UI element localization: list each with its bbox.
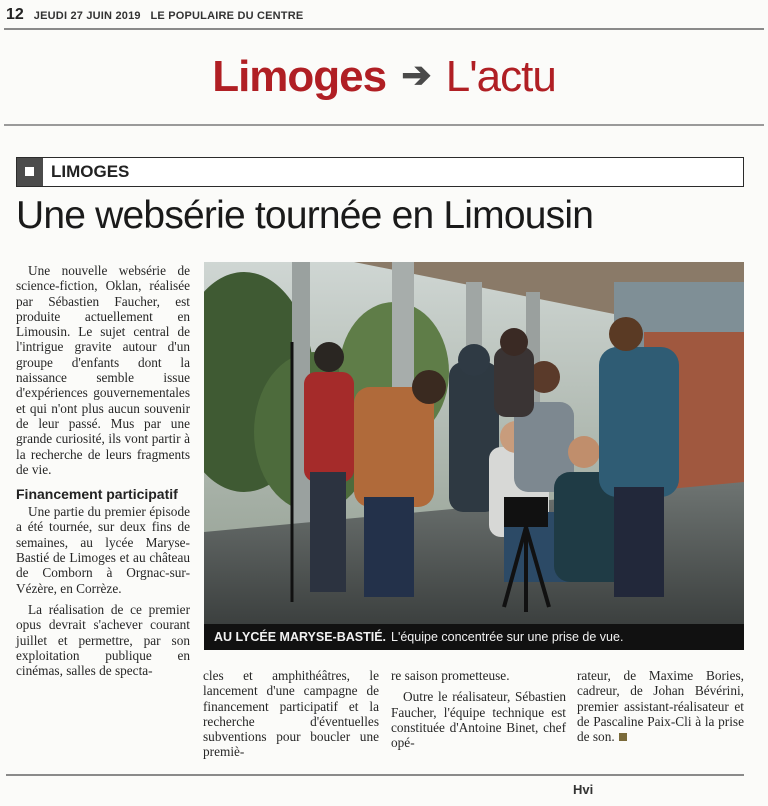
section-title-city: Limoges xyxy=(212,52,387,101)
issue-date-publication: JEUDI 27 JUIN 2019 LE POPULAIRE DU CENTRE xyxy=(33,10,304,22)
paragraph-col4: rateur, de Maxime Bories, cadreur, de Johan Bévérini, premier assistant-réalisateur et de Pascaline Paix-Cli à la prise de son. xyxy=(577,668,744,745)
arrow-right-icon: ➔ xyxy=(401,54,431,95)
bottom-rule xyxy=(6,774,744,776)
kicker-box xyxy=(16,157,744,187)
paragraph-col4-wrap xyxy=(577,668,744,744)
kicker-label: LIMOGES xyxy=(51,162,130,181)
paragraph-col3-b: Outre le réalisateur, Sébastien Faucher, l'équipe technique est constituée d'Antoine Binet, chef opé- xyxy=(391,689,566,751)
section-title xyxy=(0,52,768,102)
paragraph-3: La réalisation de ce premier opus devrait s'achever courant juillet et permettre, par son exploitation publique en cinémas, salles de specta- xyxy=(16,601,190,679)
subhead: Financement participatif xyxy=(16,486,178,503)
column-3 xyxy=(391,668,566,750)
paragraph-col3-a: re saison prometteuse. xyxy=(391,668,510,683)
column-4 xyxy=(577,668,744,744)
paragraph-2: Une partie du premier épisode a été tournée, sur deux fins de semaines, au lycée Maryse-Bastié de Limoges et au château de Comborn à Orgnac-sur-Vézère, en Corrèze. xyxy=(16,504,190,596)
end-mark-icon xyxy=(619,733,627,741)
photo-caption xyxy=(204,624,744,650)
article-photo xyxy=(204,262,744,624)
section-title-label: L'actu xyxy=(445,52,556,101)
caption-text: L'équipe concentrée sur une prise de vue. xyxy=(391,630,624,644)
section-rule xyxy=(4,124,764,126)
paragraph-intro: Une nouvelle websérie de science-fiction, Oklan, réalisée par Sébastien Faucher, est produite actuellement en Limousin. Le sujet central de l'intrigue gravite autour d'un groupe d'enfants dont la naissance semble issue d'expériences gouvernementales et qui n'ont plus aucun souvenir de leur passé. Mus par une grande curiosité, ils vont partir à la recherche de leurs fragments de vie. xyxy=(16,263,190,477)
folio xyxy=(6,6,762,26)
column-1 xyxy=(16,263,190,678)
author-signature: Hvi xyxy=(573,782,594,797)
paragraph-col2: cles et amphithéâtres, le lancement d'une campagne de financement participatif et la recherche d'éventuelles subventions pour boucler une premiè- xyxy=(203,668,379,760)
kicker-square-icon xyxy=(17,158,43,186)
caption-lead: AU LYCÉE MARYSE-BASTIÉ. xyxy=(214,630,387,644)
top-rule xyxy=(4,28,764,30)
page-number: 12 xyxy=(6,6,24,23)
headline: Une websérie tournée en Limousin xyxy=(16,194,594,237)
column-2 xyxy=(203,668,379,760)
photo-illustration xyxy=(204,262,744,624)
